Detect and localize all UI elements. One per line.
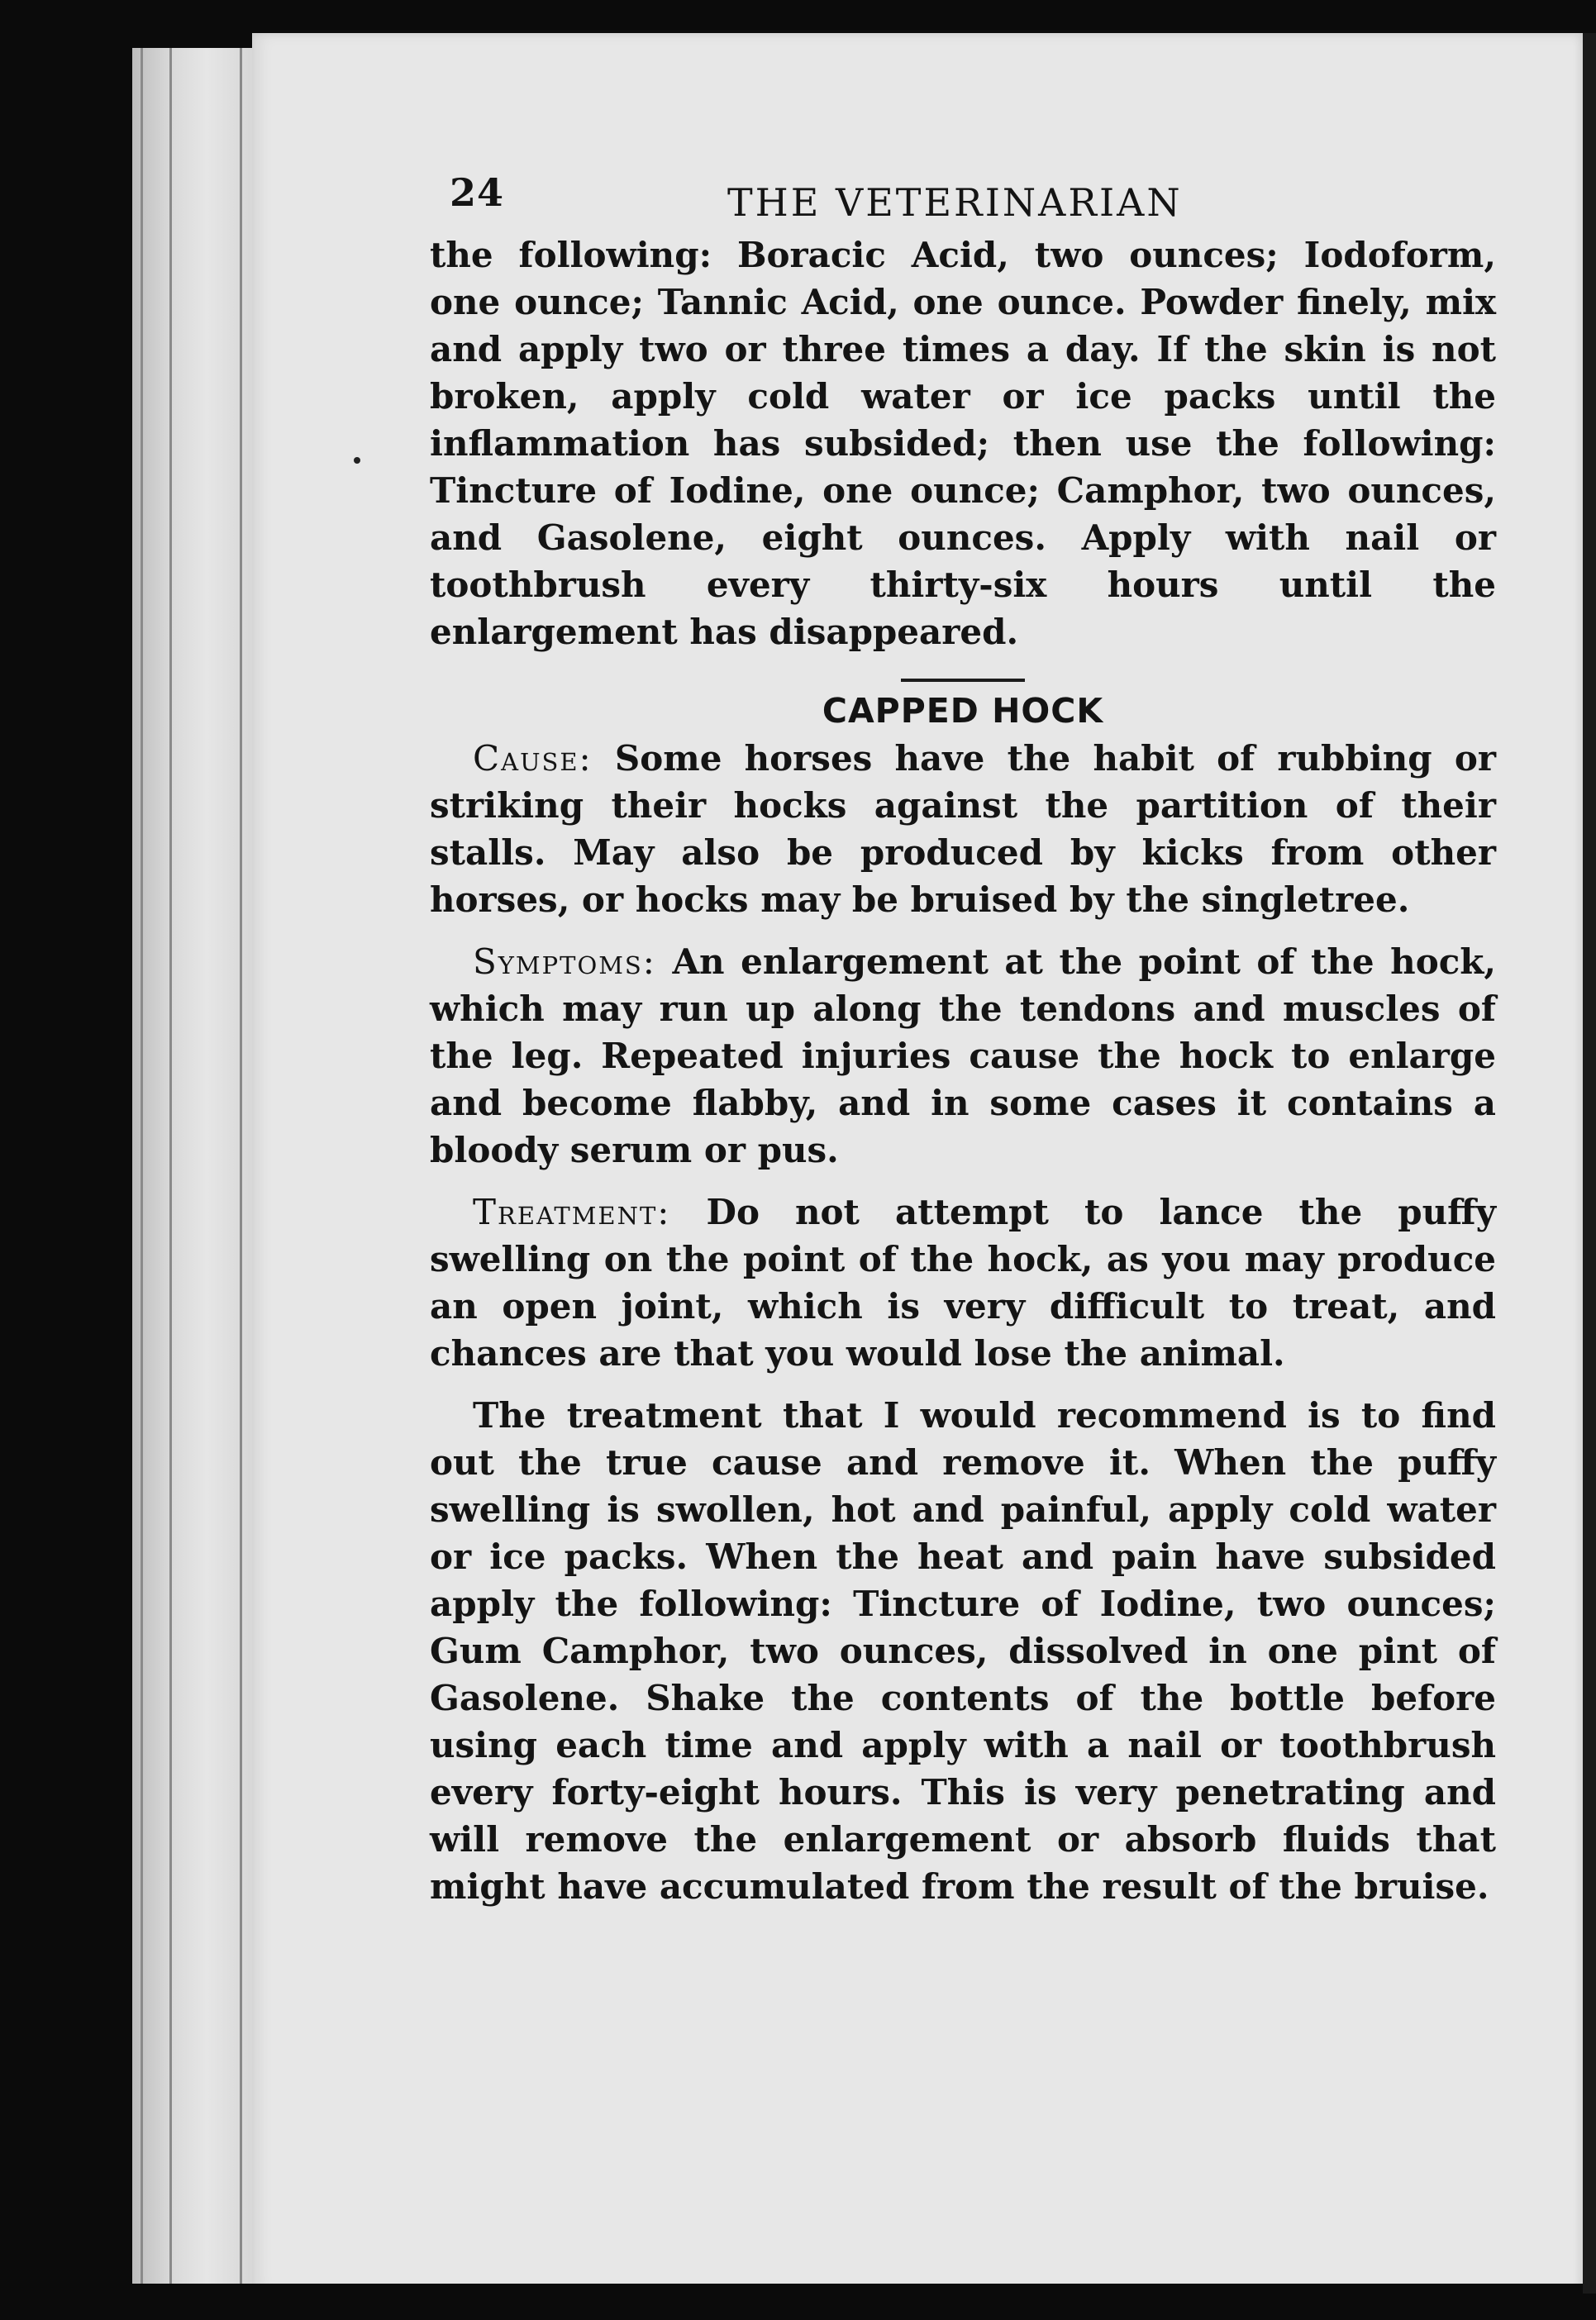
ink-speck bbox=[354, 457, 360, 464]
treatment-paragraph bbox=[430, 1189, 1496, 1377]
page-number: 24 bbox=[450, 170, 505, 215]
page-header bbox=[430, 165, 1496, 231]
symptoms-text: An enlargement at the point of the hock, which may run up along the tendons and muscles of the leg. Repeated injuries cause the hock to enlarge and become flabby, and in some cases it contains a bloody serum or pus. bbox=[430, 941, 1496, 1170]
cause-text: Some horses have the habit of rubbing or striking their hocks against the partition of their stalls. May also be produced by kicks from other horses, or hocks may be bruised by the singletree. bbox=[430, 738, 1496, 920]
page-right-edge bbox=[1583, 33, 1596, 2294]
cause-label: Cause: bbox=[473, 738, 593, 779]
symptoms-paragraph bbox=[430, 938, 1496, 1174]
section-divider bbox=[901, 679, 1025, 682]
final-paragraph: The treatment that I would recommend is to find out the true cause and remove it. When the puffy swelling is swollen, hot and painful, apply cold water or ice packs. When the heat and pain have subsided apply the following: Tincture of Iodine, two ounces; Gum Camphor, two ounces, dissolved in one pint of Gasolene. Shake the contents of the bottle before using each time and apply with a nail or toothbrush every forty-eight hours. This is very penetrating and will remove the enlargement or absorb fluids that might have accumulated from the result of the bruise. bbox=[430, 1395, 1496, 1907]
paragraph-continued: the following: Boracic Acid, two ounces; Iodoform, one ounce; Tannic Acid, one ounce. Powder finely, mix and apply two or three times a day. If the skin is not broken, apply cold water or ice packs until the inflammation has subsided; then use the following: Tincture of Iodine, one ounce; Camphor, two ounces, and Gasolene, eight ounces. Apply with nail or toothbrush every thirty-six hours until the enlargement has disappeared. bbox=[430, 235, 1496, 652]
page-edge-line bbox=[169, 48, 172, 2284]
page-edge-line bbox=[141, 48, 143, 2284]
page-bottom-edge bbox=[132, 2284, 1583, 2308]
treatment-text: Do not attempt to lance the puffy swelling on the point of the hock, as you may produce an open joint, which is very difficult to treat, and chances are that you would lose the animal. bbox=[430, 1192, 1497, 1374]
page-content bbox=[430, 165, 1496, 1910]
page-stack-edge bbox=[132, 48, 256, 2284]
cause-paragraph bbox=[430, 735, 1496, 923]
section-title: CAPPED HOCK bbox=[822, 691, 1104, 731]
treatment-label: Treatment: bbox=[473, 1192, 671, 1232]
symptoms-label: Symptoms: bbox=[473, 941, 656, 982]
running-title: THE VETERINARIAN bbox=[727, 180, 1183, 225]
page-edge-line bbox=[240, 48, 242, 2284]
